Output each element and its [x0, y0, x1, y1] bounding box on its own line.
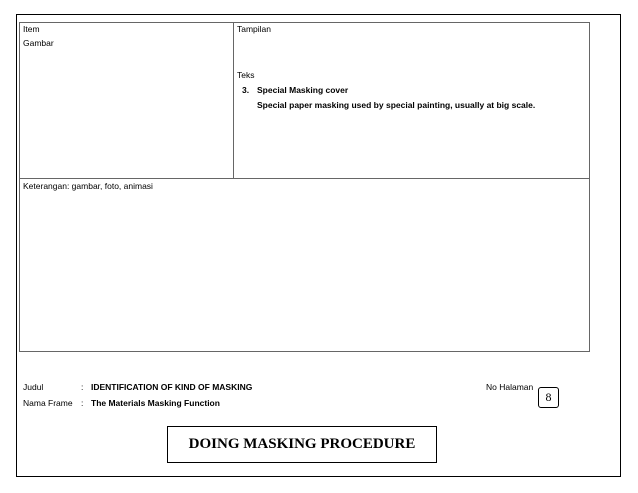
no-halaman-label: No Halaman: [486, 382, 534, 392]
nama-frame-value: The Materials Masking Function: [91, 398, 220, 408]
teks-label: Teks: [237, 70, 255, 80]
judul-label: Judul: [23, 382, 44, 392]
judul-colon: :: [81, 382, 84, 392]
column-divider: [233, 22, 234, 179]
item-description: Special paper masking used by special painting, usually at big scale.: [257, 100, 536, 110]
keterangan-label: Keterangan: gambar, foto, animasi: [23, 181, 153, 191]
page-number-box: [538, 387, 559, 408]
item-number: 3.: [242, 85, 250, 95]
nama-frame-label: Nama Frame: [23, 398, 73, 408]
item-title: Special Masking cover: [257, 85, 349, 95]
banner-text: DOING MASKING PROCEDURE: [188, 436, 416, 452]
tampilan-label: Tampilan: [237, 24, 272, 34]
title-banner: [167, 426, 437, 463]
nama-frame-colon: :: [81, 398, 84, 408]
gambar-label: Gambar: [23, 38, 54, 48]
keterangan-box: [19, 178, 590, 352]
page-number: 8: [545, 390, 552, 404]
item-label: Item: [23, 24, 40, 34]
judul-value: IDENTIFICATION OF KIND OF MASKING: [91, 382, 253, 392]
